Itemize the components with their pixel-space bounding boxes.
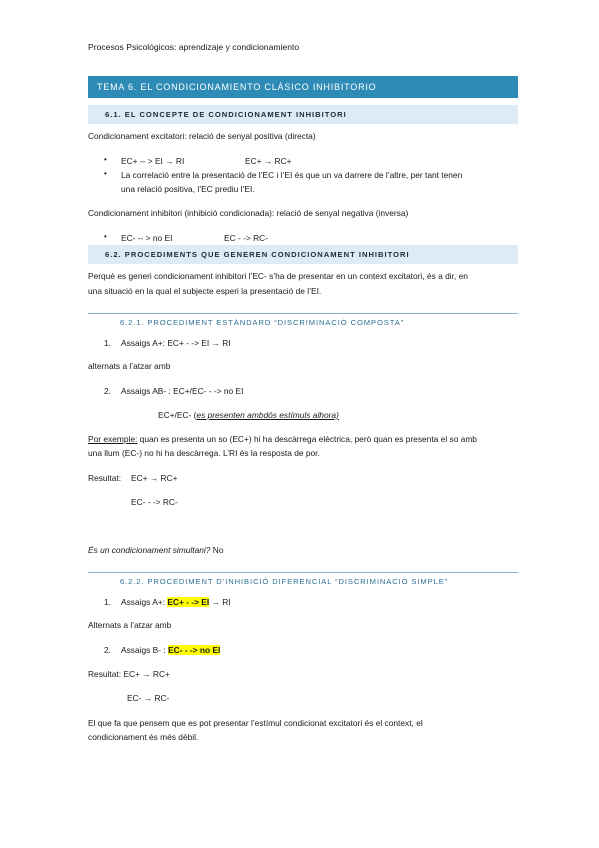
s622-item-1-prefix: Assaigs A+: [121,597,168,607]
result-1: EC+ → RC+ [131,473,178,483]
example-line-2: una llum (EC-) no hi ha descàrrega. L’RI és la resposta de por. [88,448,320,458]
list-number: 1. [104,338,111,348]
section-6-1-heading: 6.1. EL CONCEPTE DE CONDICIONAMENT INHIBITORI [88,105,518,124]
s622-result-2: EC- → RC- [127,693,170,703]
s621-item-1: Assaigs A+: EC+ - -> EI → RI [121,338,231,348]
bullet-icon: • [104,155,107,164]
example-line-1 [88,434,477,445]
question-line [88,545,223,556]
example-label: Por exemple: [88,434,138,444]
s62-paragraph-line-1: Perquè es generi condicionament inhibitori l’EC- s’ha de presentar en un context excitatori, és a dir, en [88,271,468,281]
s622-item-1 [121,597,231,608]
tema-title: TEMA 6. EL CONDICIONAMIENTO CLÁSICO INHIBITORIO [88,76,518,98]
bullet-3-left: EC- -- > no EI [121,233,173,243]
bullet-2-line-2: una relació positiva, l’EC prediu l’EI. [121,184,255,194]
s62-paragraph-line-2: una situació en la qual el subjecte esperi la presentació de l’EI. [88,286,322,296]
s622-paragraph-line-2: condicionament és més dèbil. [88,732,199,742]
bullet-icon: • [104,232,107,241]
list-number: 1. [104,597,111,607]
s622-result-1: Resultat: EC+ → RC+ [88,669,170,679]
s622-alternats: Alternats a l’atzar amb [88,620,172,630]
page-header: Procesos Psicológicos: aprendizaje y condicionamiento [88,42,300,52]
s621-item-2: Assaigs AB- : EC+/EC- - -> no EI [121,386,244,396]
list-number: 2. [104,386,111,396]
bullet-2-line-1: La correlació entre la presentació de l’EC i l’EI és que un va darrere de l’altre, per tant tenen [121,170,463,180]
s622-paragraph-line-1: El que fa que pensem que es pot presentar l’estímul condicionat excitatori és el context, el [88,718,423,728]
s622-item-2 [121,645,220,656]
bullet-1-left: EC+ -- > EI → RI [121,156,185,166]
question-answer: No [210,545,224,555]
s621-item-2-detail-note: es presenten ambdós estímuls alhora) [196,410,339,420]
s622-item-1-suffix: → RI [209,597,231,607]
result-2: EC- - -> RC- [131,497,178,507]
s622-item-1-highlight: EC+ - -> EI [167,597,210,607]
s622-item-2-highlight: EC- - -> no EI [168,645,221,655]
bullet-3-right: EC - -> RC- [224,233,268,243]
section-6-2-1-heading: 6.2.1. PROCEDIMENT ESTÀNDARD “DISCRIMINACIÓ COMPOSTA” [88,313,518,331]
section-6-2-2-heading: 6.2.2. PROCEDIMENT D’INHIBICIÓ DIFERENCIAL “DISCRIMINACIÓ SIMPLE” [88,572,518,590]
section-6-2-heading: 6.2. PROCEDIMENTS QUE GENEREN CONDICIONAMENT INHIBITORI [88,245,518,264]
example-text: quan es presenta un so (EC+) hi ha descàrrega elèctrica, però quan es presenta el so amb [137,434,477,444]
question-text: És un condicionament simultani? [88,545,211,555]
s621-alternats: alternats a l’atzar amb [88,361,171,371]
bullet-icon: • [104,169,107,178]
inhibitory-definition: Condicionament inhibitori (inhibició condicionada): relació de senyal negativa (inversa) [88,208,409,218]
result-label: Resultat: [88,473,122,483]
excitatory-definition: Condicionament excitatori: relació de senyal positiva (directa) [88,131,316,141]
s621-item-2-detail-prefix: EC+/EC- ( [158,410,197,420]
s622-item-2-prefix: Assaigs B- : [121,645,169,655]
list-number: 2. [104,645,111,655]
bullet-1-right: EC+ → RC+ [245,156,292,166]
s621-item-2-detail [158,410,339,421]
